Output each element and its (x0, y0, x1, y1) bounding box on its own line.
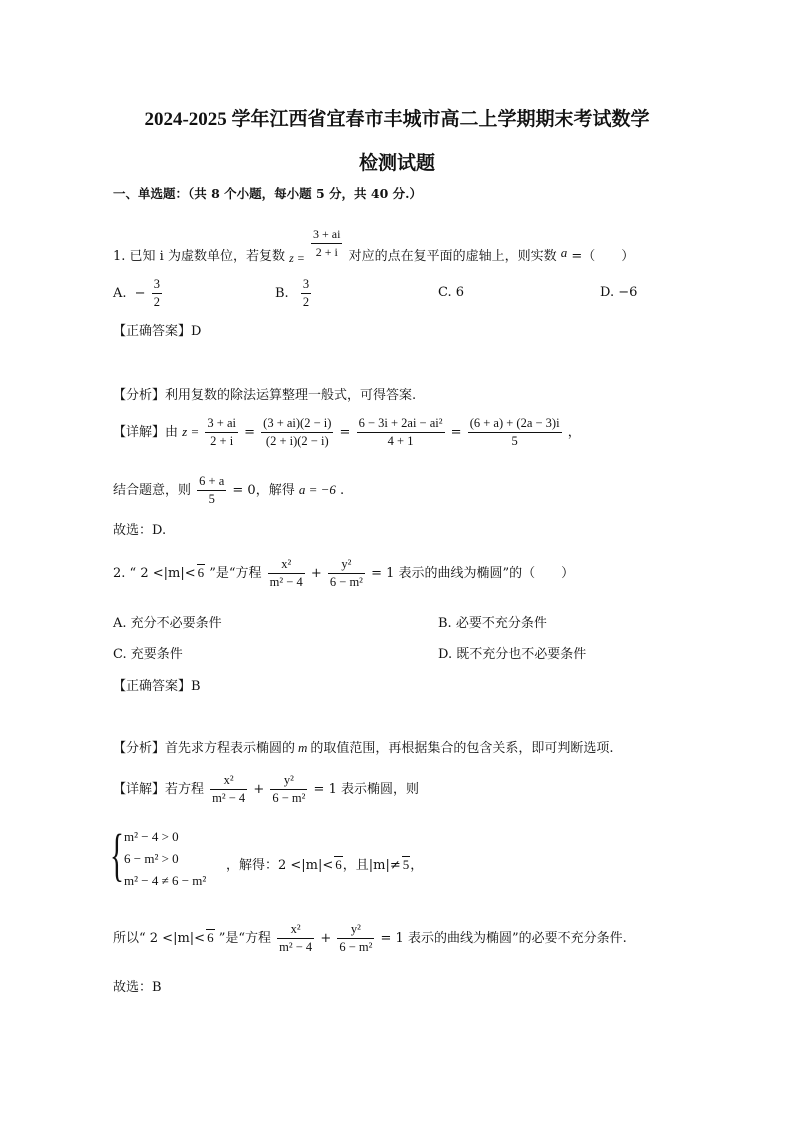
q2-frac2-num: y² (328, 556, 365, 574)
q2-frac2-den: 6 − m² (329, 575, 363, 589)
q2-so-frac2-den: 6 − m² (339, 940, 373, 954)
q1-detail-frac2-den: (2 + i)(2 − i) (265, 434, 329, 448)
q1-line2-mid: = 0，解得 (232, 483, 295, 498)
q1-detail-line2 (113, 473, 344, 508)
q2-mid: ”是“方程 (209, 566, 262, 581)
q1-detail-frac1-den: 2 + i (210, 434, 234, 448)
q2-system-line1: m² − 4 > 0 (124, 829, 179, 844)
q2-detail-frac2-den: 6 − m² (272, 791, 306, 805)
q2-option-d: D. 既不充分也不必要条件 (438, 647, 587, 662)
q2-so-frac2 (337, 921, 374, 956)
q1-detail-label: 【详解】由 (113, 425, 179, 440)
q2-detail-frac1-den: m² − 4 (212, 791, 246, 805)
q2-detail (113, 772, 419, 807)
q2-frac1-den: m² − 4 (269, 575, 303, 589)
q1-detail-eq1: = (244, 425, 256, 440)
q1-z-eq: z = (289, 251, 305, 265)
q1-option-a-frac (152, 276, 162, 311)
q2-sys-sqrt6: 6 (335, 857, 342, 872)
q2-prefix: 2. “ 2 <|m|< (113, 566, 196, 581)
page-title-line2: 检测试题 (358, 153, 435, 174)
q2-so-line (113, 921, 627, 956)
q2-so-sqrt6: 6 (207, 930, 214, 945)
q1-frac-num: 3 + ai (311, 226, 342, 244)
q2-sys-res-b: ，且|m|≠ (342, 858, 401, 873)
q2-sqrt6: 6 (197, 565, 205, 580)
q1-option-b-label: B. (275, 286, 289, 301)
q2-option-a: A. 充分不必要条件 (113, 616, 222, 631)
q1-line2-end: . (340, 483, 345, 498)
q2-system-line3: m² − 4 ≠ 6 − m² (124, 873, 207, 888)
page-title: 2024-2025 学年江西省宜春市丰城市高二上学期期末考试数学 (144, 109, 650, 130)
q2-option-b: B. 必要不充分条件 (438, 616, 547, 631)
q2-frac1 (268, 556, 305, 591)
q2-so-frac2-num: y² (337, 921, 374, 939)
q1-line2-prefix: 结合题意，则 (113, 483, 192, 498)
q1-eq-paren: =（ ） (571, 249, 635, 264)
q2-so-frac1 (277, 921, 314, 956)
q1-option-a (113, 276, 164, 311)
q1-analysis: 【分析】利用复数的除法运算整理一般式，可得答案. (113, 388, 417, 403)
q1-detail-frac1 (205, 415, 238, 450)
q1-detail-frac3-den: 4 + 1 (387, 434, 414, 448)
q2-sys-sqrt5: 5 (402, 857, 410, 872)
q1-line2-den: 5 (208, 492, 215, 506)
q1-var-a: a (560, 245, 568, 260)
q2-detail-frac1 (210, 772, 247, 807)
q1-detail-frac4-den: 5 (511, 434, 518, 448)
q2-system-brace: { (110, 822, 124, 887)
q1-detail-frac1-num: 3 + ai (205, 415, 238, 433)
q2-conclusion: 故选：B (113, 980, 162, 995)
q1-detail-comma: ， (567, 425, 581, 440)
q1-option-a-den: 2 (153, 295, 160, 309)
q2-sys-res-c: ， (410, 858, 424, 873)
q1-suffix: 对应的点在复平面的虚轴上，则实数 (348, 249, 557, 264)
q2-detail-plus: + (253, 782, 265, 797)
q1-option-a-num: 3 (152, 276, 162, 294)
q2-analysis-a: 【分析】首先求方程表示椭圆的 (113, 741, 296, 756)
q2-system-line2: 6 − m² > 0 (124, 851, 179, 866)
q2-frac2 (328, 556, 365, 591)
q2-sys-res-a: ，解得：2 <|m|< (226, 858, 334, 873)
question-2-stem (113, 556, 574, 591)
q1-detail (113, 415, 581, 450)
q2-analysis-b: 的取值范围，再根据集合的包含关系，即可判断选项. (310, 741, 614, 756)
q1-line2-num: 6 + a (197, 473, 226, 491)
q1-answer: 【正确答案】D (113, 324, 202, 339)
q1-detail-z: z = (182, 424, 200, 439)
q1-detail-eq2: = (339, 425, 351, 440)
q2-system-result (226, 854, 423, 873)
q2-so-prefix: 所以“ 2 <|m|< (113, 931, 206, 946)
q1-detail-frac4-num: (6 + a) + (2a − 3)i (468, 415, 562, 433)
q1-fraction (311, 226, 342, 261)
q1-detail-frac3-num: 6 − 3i + 2ai − ai² (357, 415, 445, 433)
q1-line2-result: a = −6 (298, 482, 336, 497)
q1-prefix: 1. 已知 i 为虚数单位，若复数 (113, 249, 285, 264)
q1-option-b-frac (301, 276, 311, 311)
q1-frac-den: 2 + i (315, 245, 338, 259)
q2-so-suffix: = 1 表示的曲线为椭圆”的必要不充分条件. (380, 931, 627, 946)
q2-analysis (113, 737, 614, 756)
q2-detail-prefix: 【详解】若方程 (113, 782, 205, 797)
q1-option-b-num: 3 (301, 276, 311, 294)
q1-option-d: D. −6 (600, 285, 638, 300)
q1-detail-frac2-num: (3 + ai)(2 − i) (261, 415, 333, 433)
q2-suffix: = 1 表示的曲线为椭圆”的（ ） (371, 566, 575, 581)
q2-analysis-m: m (298, 740, 308, 755)
q2-so-mid: ”是“方程 (218, 931, 271, 946)
q1-option-a-label: A. (113, 286, 127, 301)
q1-line2-frac (197, 473, 226, 508)
q2-system (124, 826, 206, 892)
question-1-stem (113, 215, 634, 291)
section-header: 一、单选题：（共 8 个小题，每小题 5 分，共 40 分.） (113, 186, 423, 201)
q1-detail-frac4 (468, 415, 562, 450)
q2-so-frac1-num: x² (277, 921, 314, 939)
q1-option-a-sign: − (134, 286, 146, 301)
q2-plus: + (310, 566, 322, 581)
q2-frac1-num: x² (268, 556, 305, 574)
q2-answer: 【正确答案】B (113, 679, 201, 694)
q2-detail-frac2-num: y² (270, 772, 307, 790)
q1-option-b-den: 2 (302, 295, 310, 309)
q1-option-c: C. 6 (438, 285, 465, 300)
q2-detail-frac2 (270, 772, 307, 807)
q1-option-b (275, 276, 313, 311)
q1-conclusion: 故选：D. (113, 523, 167, 538)
q2-option-c: C. 充要条件 (113, 647, 183, 662)
q2-so-plus: + (320, 931, 332, 946)
q1-detail-eq3: = (450, 425, 462, 440)
q2-detail-suffix: = 1 表示椭圆，则 (313, 782, 419, 797)
q1-detail-frac2 (261, 415, 333, 450)
q1-detail-frac3 (357, 415, 445, 450)
q2-so-frac1-den: m² − 4 (279, 940, 313, 954)
q2-detail-frac1-num: x² (210, 772, 247, 790)
